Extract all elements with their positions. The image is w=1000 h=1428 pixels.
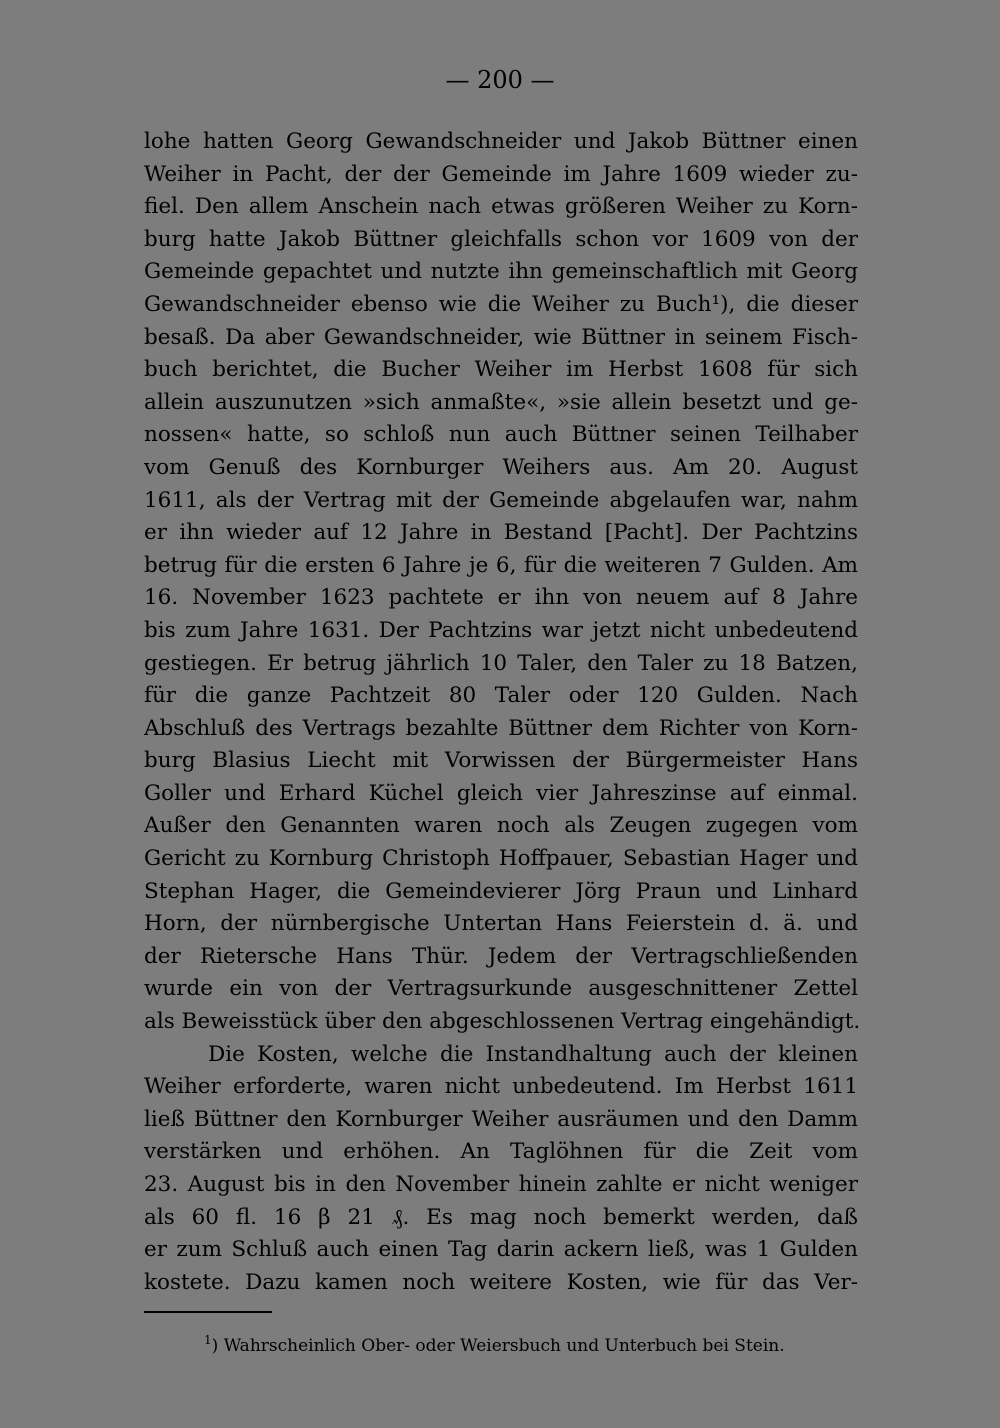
paragraph: [144, 126, 861, 1039]
text-line: gestiegen. Er betrug jährlich 10 Taler, den Taler zu 18 Batzen,: [144, 650, 858, 676]
text-line: besaß. Da aber Gewandschneider, wie Büttner in seinem Fisch-: [144, 324, 858, 350]
text-line: fiel. Den allem Anschein nach etwas größeren Weiher zu Korn-: [144, 194, 858, 220]
text-line: kostete. Dazu kamen noch weitere Kosten, wie für das Ver-: [144, 1269, 858, 1295]
text-line: er zum Schluß auch einen Tag darin ackern ließ, was 1 Gulden: [144, 1237, 858, 1263]
text-line: 16. November 1623 pachtete er ihn von neuem auf 8 Jahre: [144, 585, 858, 611]
text-line: er ihn wieder auf 12 Jahre in Bestand [Pacht]. Der Pachtzins: [144, 520, 858, 546]
text-line: Die Kosten, welche die Instandhaltung auch der kleinen: [208, 1041, 858, 1067]
paragraph: [144, 1039, 858, 1300]
footnote-marker: $^1$): [204, 1333, 219, 1356]
text-line: Gemeinde gepachtet und nutzte ihn gemeinschaftlich mit Georg: [144, 259, 858, 285]
text-line: wurde ein von der Vertragsurkunde ausgeschnittener Zettel: [144, 976, 858, 1002]
text-line: als 60 fl. 16 β 21 ₰. Es mag noch bemerkt werden, daß: [144, 1204, 858, 1230]
text-line: der Rietersche Hans Thür. Jedem der Vertragschließenden: [144, 943, 858, 969]
text-line: 23. August bis in den November hinein zahlte er nicht weniger: [144, 1172, 858, 1197]
text-line: nossen« hatte, so schloß nun auch Büttner seinen Teilhaber: [144, 422, 858, 448]
text-line: Gericht zu Kornburg Christoph Hoffpauer, Sebastian Hager und: [144, 846, 858, 872]
text-line: betrug für die ersten 6 Jahre je 6, für die weiteren 7 Gulden. Am: [144, 552, 858, 578]
text-line: lohe hatten Georg Gewandschneider und Jakob Büttner einen: [144, 129, 858, 154]
text-line: Weiher erforderte, waren nicht unbedeutend. Im Herbst 1611: [144, 1074, 858, 1100]
text-line: ließ Büttner den Kornburger Weiher ausräumen und den Damm: [144, 1106, 858, 1132]
text-line: verstärken und erhöhen. An Taglöhnen für die Zeit vom: [144, 1139, 858, 1165]
text-line: für die ganze Pachtzeit 80 Taler oder 120 Gulden. Nach: [144, 683, 858, 709]
text-line: 1611, als der Vertrag mit der Gemeinde abgelaufen war, nahm: [144, 487, 858, 513]
text-line: allein auszunutzen »sich anmaßte«, »sie allein besetzt und ge-: [144, 389, 858, 415]
text-line: Weiher in Pacht, der der Gemeinde im Jahre 1609 wieder zu-: [144, 161, 858, 187]
footnote: [204, 1334, 785, 1358]
text-line: als Beweisstück über den abgeschlossenen Vertrag eingehändigt.: [144, 1009, 861, 1035]
footnote-text: Wahrscheinlich Ober- oder Weiersbuch und Unterbuch bei Stein.: [223, 1336, 785, 1356]
text-line: Horn, der nürnbergische Untertan Hans Feierstein d. ä. und: [144, 911, 858, 937]
text-line: Stephan Hager, die Gemeindevierer Jörg Praun und Linhard: [144, 878, 858, 904]
text-line: buch berichtet, die Bucher Weiher im Herbst 1608 für sich: [144, 357, 858, 383]
text-line: Abschluß des Vertrags bezahlte Büttner dem Richter von Korn-: [144, 715, 858, 741]
body-text: [144, 126, 861, 1299]
text-line: bis zum Jahre 1631. Der Pachtzins war jetzt nicht unbedeutend: [144, 617, 858, 643]
text-line: Goller und Erhard Küchel gleich vier Jahreszinse auf einmal.: [144, 780, 858, 806]
text-line: burg hatte Jakob Büttner gleichfalls schon vor 1609 von der: [144, 226, 858, 252]
page-number: — 200 —: [445, 66, 555, 94]
footnote-divider: [144, 1311, 272, 1313]
text-line: burg Blasius Liecht mit Vorwissen der Bürgermeister Hans: [144, 748, 858, 774]
text-line: Gewandschneider ebenso wie die Weiher zu Buch¹), die dieser: [144, 291, 858, 317]
text-line: vom Genuß des Kornburger Weihers aus. Am 20. August: [144, 454, 858, 480]
text-line: Außer den Genannten waren noch als Zeugen zugegen vom: [144, 813, 858, 839]
